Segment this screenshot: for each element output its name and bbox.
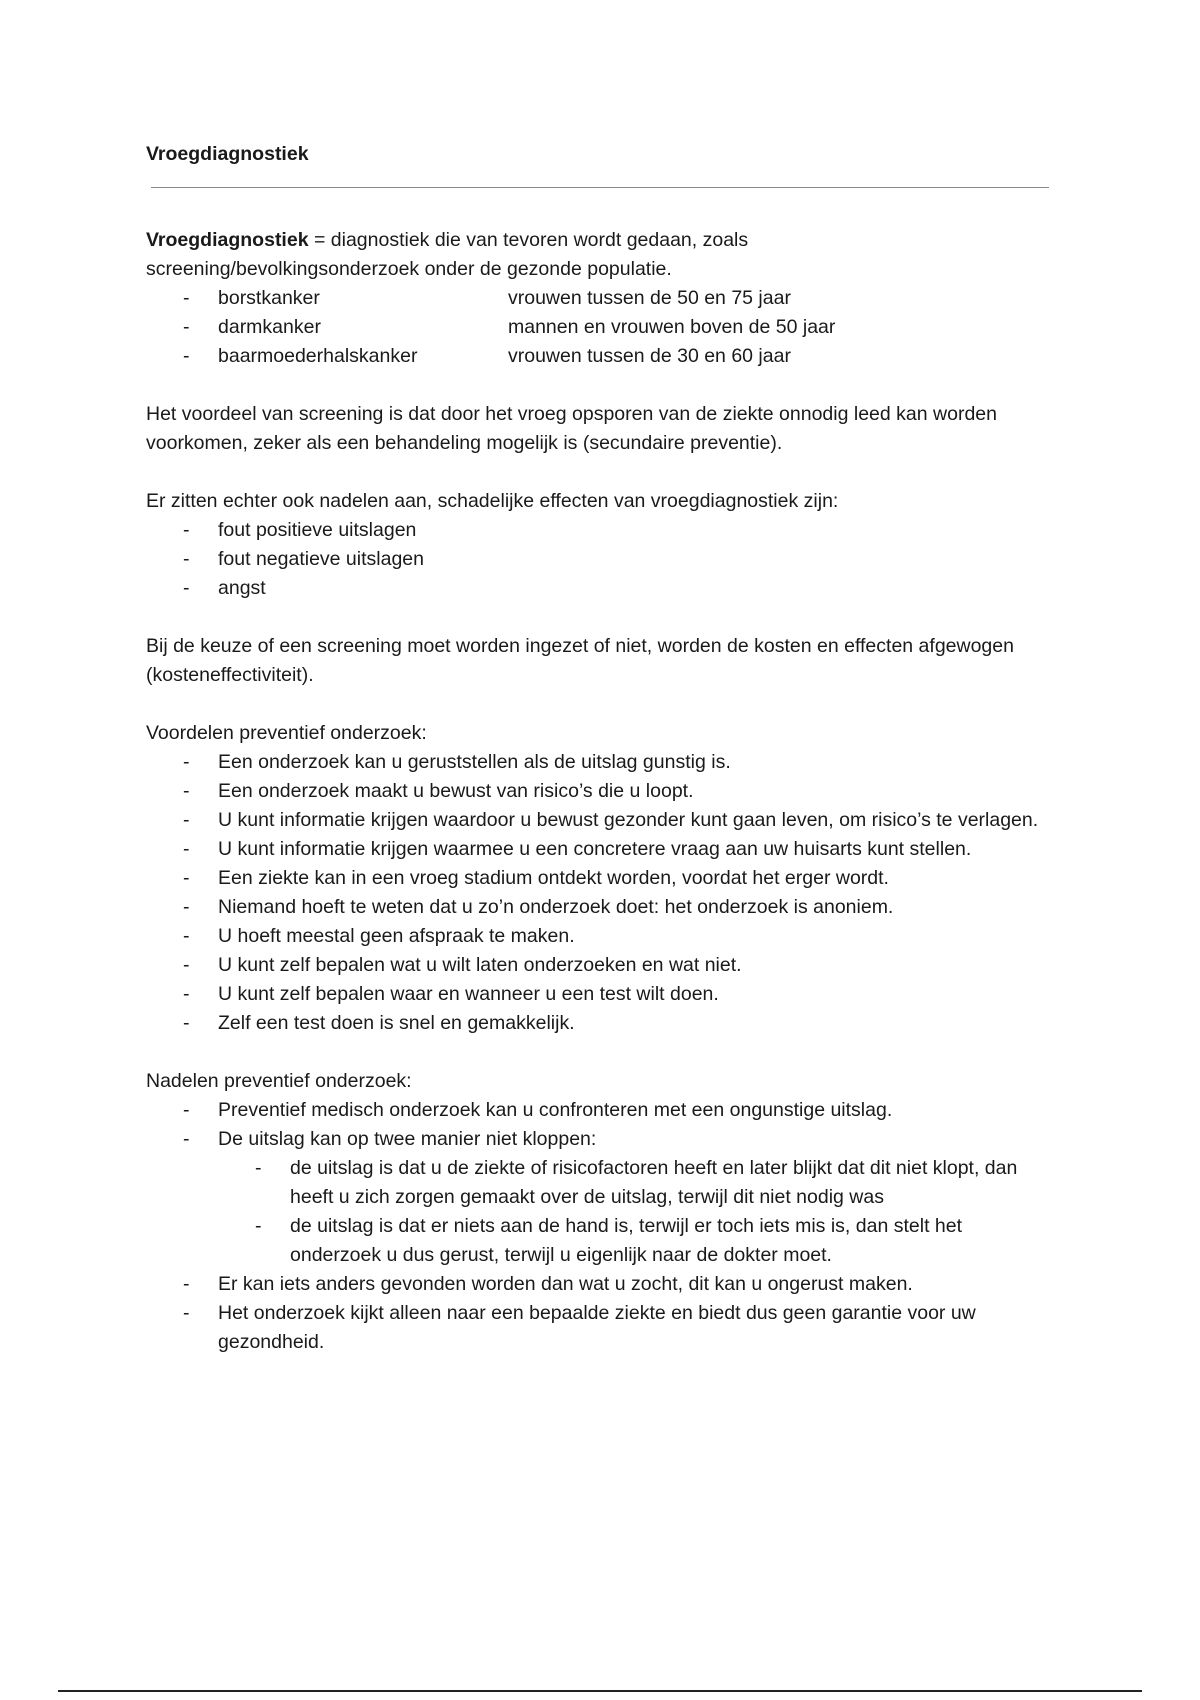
definition-term: Vroegdiagnostiek [146,229,309,251]
list-item: - Een ziekte kan in een vroeg stadium ontdekt worden, voordat het erger wordt. [146,864,1056,893]
list-item [146,284,1056,313]
list-item: - angst [146,574,1056,603]
screening-name: - darmkanker [218,316,321,338]
page-bottom-divider [58,1690,1142,1692]
cost-paragraph: Bij de keuze of een screening moet worden ingezet of niet, worden de kosten en effecten afgewogen (kosteneffectiviteit). [146,635,1014,686]
list-item: - U hoeft meestal geen afspraak te maken. [146,922,1056,951]
cons-sublist [218,1154,1056,1270]
list-item: - Het onderzoek kijkt alleen naar een bepaalde ziekte en biedt dus geen garantie voor uw gezondheid. [146,1299,1056,1357]
list-item: - U kunt informatie krijgen waardoor u bewust gezonder kunt gaan leven, om risico’s te verlagen. [146,806,1056,835]
list-item: - Een onderzoek kan u geruststellen als de uitslag gunstig is. [146,748,1056,777]
list-item: - U kunt zelf bepalen waar en wanneer u een test wilt doen. [146,980,1056,1009]
screening-group: vrouwen tussen de 50 en 75 jaar [508,287,791,309]
list-item: - U kunt zelf bepalen wat u wilt laten onderzoeken en wat niet. [146,951,1056,980]
screening-group: vrouwen tussen de 30 en 60 jaar [508,345,791,367]
sub-list-item: - de uitslag is dat er niets aan de hand is, terwijl er toch iets mis is, dan stelt het onderzoek u dus gerust, terwijl u eigenlijk naar de dokter moet. [218,1212,1056,1270]
cons-list [146,1096,1056,1357]
page-title: Vroegdiagnostiek [146,143,309,165]
list-item: - Preventief medisch onderzoek kan u confronteren met een ongunstige uitslag. [146,1096,1056,1125]
screening-name: - borstkanker [218,287,320,309]
disadvantage-intro: Er zitten echter ook nadelen aan, schadelijke effecten van vroegdiagnostiek zijn: [146,490,839,512]
advantage-paragraph: Het voordeel van screening is dat door het vroeg opsporen van de ziekte onnodig leed kan worden voorkomen, zeker als een behandeling mogelijk is (secundaire preventie). [146,403,997,454]
list-item [146,342,1056,371]
list-item: - Zelf een test doen is snel en gemakkelijk. [146,1009,1056,1038]
disadvantage-list [146,516,1056,603]
list-item: - Een onderzoek maakt u bewust van risico’s die u loopt. [146,777,1056,806]
cons-heading: Nadelen preventief onderzoek: [146,1070,412,1092]
definition-text-1: = diagnostiek die van tevoren wordt gedaan, zoals [308,229,749,251]
list-item: - Er kan iets anders gevonden worden dan wat u zocht, dit kan u ongerust maken. [146,1270,1056,1299]
list-item: - Niemand hoeft te weten dat u zo’n onderzoek doet: het onderzoek is anoniem. [146,893,1056,922]
sub-list-item: - de uitslag is dat u de ziekte of risicofactoren heeft en later blijkt dat dit niet klopt, dan heeft u zich zorgen gemaakt over de uitslag, terwijl dit niet nodig was [218,1154,1056,1212]
list-item-text: De uitslag kan op twee manier niet kloppen: [218,1128,597,1150]
screening-group: mannen en vrouwen boven de 50 jaar [508,316,836,338]
document-page [146,140,1056,1357]
definition-paragraph [146,226,1056,284]
title-divider [151,187,1049,188]
pros-list [146,748,1056,1038]
screening-name: - baarmoederhalskanker [218,345,418,367]
list-item: - fout positieve uitslagen [146,516,1056,545]
pros-heading: Voordelen preventief onderzoek: [146,722,427,744]
screening-list [146,284,1056,371]
list-item [146,313,1056,342]
list-item: - U kunt informatie krijgen waarmee u een concretere vraag aan uw huisarts kunt stellen. [146,835,1056,864]
list-item: - fout negatieve uitslagen [146,545,1056,574]
definition-text-2: screening/bevolkingsonderzoek onder de gezonde populatie. [146,258,672,280]
list-item [146,1125,1056,1270]
